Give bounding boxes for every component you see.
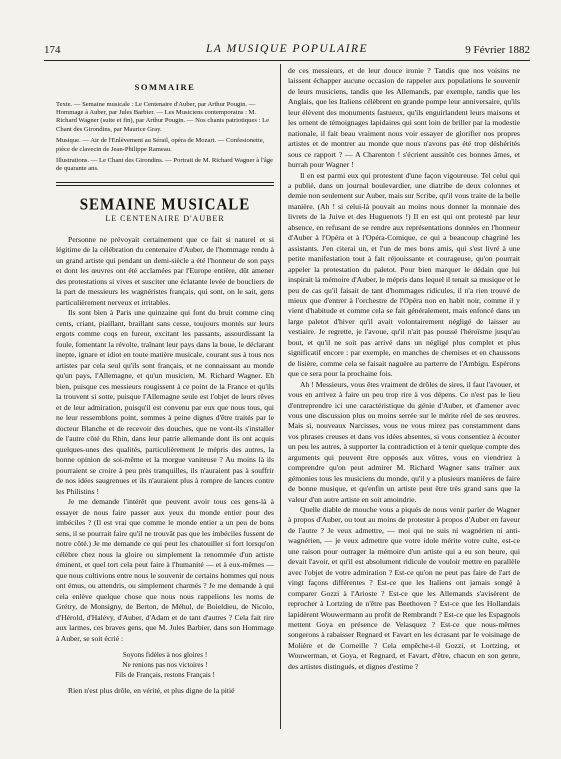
paragraph: Je me demande l'intérêt que peuvent avoir tous ces gens-là à essayer de nous faire passer aux yeux du monde entier pour des imbéciles ? (Il est vrai que comme le monde entier a un peu de bons sens, il se pourrait faire qu'il ne trouvât pas que les imbéciles fussent de notre côté.) Je me demande ce qui peut les chatouiller si fort lorsqu'on célèbre chez nous la gloire ou simplement la renommée d'un artiste éminent, et quel tort cela peut faire à l'humanité — et à eux-mêmes — que nous cultivions entre nous le souvenir de certains hommes qui nous ont émus, ou attendris, ou simplement charmés ? Je me demande à qui cela enlève quelque chose que nous nous rappelions les noms de Grétry, de Monsigny, de Berton, de Méhul, de Boieldieu, de Nicolo, d'Hérold, d'Halévy, d'Auber, d'Adam et de tant d'autres ? Cela fait rire aux larmes, ces braves gens, que M. Jules Barbier, dans son Hommage à Auber, se soit écrié : bbox=[56, 497, 274, 643]
column-divider bbox=[280, 64, 281, 729]
paragraph: de ces messieurs, et de leur douce ironie ? Tandis que nos voisins ne laissent échapper aucune occasion de rappeler aux populations le souvenir de leurs musiciens, tandis que les Allemands, par exemple, tandis que les Anglais, que les Italiens célèbrent en grande pompe leur anniversaire, qu'ils leur élèvent des monuments fastueux, qu'ils enguirlandent leurs maisons et les ornent de témoignages lapidaires qui sont loin de briller par la modestie nationale, il fait beau vraiment nous voir essayer de glorifier nos propres artistes et de montrer au monde que nous n'avons pas été trop déshérités sous ce rapport ? — A Charenton ! s'écrient aussitôt ces bonnes âmes, et hurrah pour Wagner ! bbox=[288, 66, 520, 170]
paragraph: Il en est parmi eux qui protestent d'une façon vigoureuse. Tel celui qui a publié, dans un journal boulevardier, une diatribe de deux colonnes et demie non seulement sur Auber, mais sur Scribe, qu'il vous traite de la belle manière. (Ah ! si celui-là pouvait au moins nous donner la monnaie des livrets de la Juive et des Huguenots !) Il en est qui ont protesté par leur absence, en refusant de se rendre aux représentations données en l'honneur d'Auber à l'Opéra et à l'Opéra-Comique, ce qui a beaucoup chagriné les assistants. J'en citerai un, et l'un de mes bons amis, qui s'est livré à une petite manifestation tout à fait réjouissante et courageuse, qu'on pourrait appeler la protestation du paletot. Pour bien marquer le dédain que lui inspirait la mémoire d'Auber, le mépris dans lequel il tenait sa musique et le peu de cas qu'il faisait de tant d'hommages ridicules, il n'a rien trouvé de mieux que d'entrer à l'orchestre de l'Opéra non en habit noir, comme il y vient d'habitude et comme cela se fait généralement, mais enfoncé dans un large paletot d'hiver qu'il avait volontairement négligé de laisser au vestiaire. Je regrette, je l'avoue, qu'il n'ait pas poussé l'héroïsme jusqu'au bout, et qu'il ne soit pas arrivé dans un négligé plus complet et plus significatif encore : par exemple, en manches de chemises et en chaussons de lisière, comme cela se faisait naguère au parterre de l'Ambigu. Espérons que ce sera pour la prochaine fois. bbox=[288, 170, 520, 379]
article-subtitle: LE CENTENAIRE D'AUBER bbox=[105, 214, 225, 224]
paragraph: Ah ! Messieurs, vous êtes vraiment de drôles de sires, il faut l'avouer, et vous en arrivez à faire un peu trop rire à vos dépens. Ce n'est pas le lieu d'entreprendre ici une caractéristique du génie d'Auber, et d'amener avec vous une discussion plus ou moins serrée sur le mérite réel de ses œuvres. Mais si, nouveaux Narcisses, vous ne vous mirez pas constamment dans vos phrases creuses et dans vos idées absentes, si vous consentiez à écouter un peu les autres, à supporter la contradiction et à tenir quelque compte des arguments qui peuvent être opposés aux vôtres, vous en viendriez à comprendre qu'on peut admirer M. Richard Wagner sans traîner aux gémonies tous les musiciens du monde, qu'il y a plusieurs manières de faire de bonne musique, et qu'enfin un artiste peut être très grand sans que la valeur d'un autre artiste en soit amoindrie. bbox=[288, 379, 520, 504]
paragraph: Personne ne prévoyait certainement que ce fait si naturel et si légitime de la célébration du centenaire d'Auber, de l'hommage rendu à un grand artiste qui pendant un demi-siècle a été l'honneur de son pays et dont les œuvres ont été acclamées par l'Europe entière, dût amener des protestations si vives et susciter une éclatante levée de boucliers de la part de messieurs les wagnéristes français, qui sont, on le sait, gens particulièrement nerveux et irritables. bbox=[56, 234, 274, 307]
poem-line: Fils de Français, restons Français ! bbox=[115, 671, 215, 680]
sommaire-title: SOMMAIRE bbox=[134, 82, 196, 92]
left-column bbox=[56, 66, 274, 697]
article-title: SEMAINE MUSICALE bbox=[79, 195, 251, 214]
sommaire-musique: Musique. — Air de l'Enlèvement au Sérail, opéra de Mozart. — Confesionette, pièce de clavecin de Jean-Philippe Rameau. bbox=[56, 137, 265, 153]
paragraph: Quelle diable de mouche vous a piqués de nous venir parler de Wagner à propos d'Auber, ou tout au moins de protester à propos d'Auber en faveur de l'autre ? Je veux admettre, — moi qui ne suis ni wagnérien ni anti-wagnérien, — je veux admettre que votre idole mérite votre culte, est-ce une raison pour outrager la mémoire d'un artiste qui a eu son heure, qui devait l'avoir, et qu'il est absolument ridicule de vouloir mettre en parallèle avec l'objet de votre admiration ? Est-ce qu'on ne peut pas faire de l'art de vingt façons différentes ? Est-ce que les Italiens ont jamais songé à comparer Gozzi à l'Arioste ? Est-ce que les Allemands s'avisèrent de reprocher à Lortzing de n'être pas Beethoven ? Est-ce que les Hollandais lapidèrent Wouwermann au profit de Rembrandt ? Est-ce que les Espagnols mettent Goya en présence de Velasquez ? Est-ce que nous-mêmes songerons à rabaisser Regnard et Favart en les écrasant par le voisinage de Molière et de Corneille ? Cela empêche-t-il Gozzi, et Lortzing, et Wouwerman, et Goya, et Regnard, et Favart, d'être, chacun en son genre, des artistes distingués, et dignes d'estime ? bbox=[288, 505, 520, 671]
paragraph: Rien n'est plus drôle, en vérité, et plus digne de la pitié bbox=[68, 686, 235, 696]
section-divider bbox=[56, 182, 274, 186]
poem-line: Ne renions pas nos victoires ! bbox=[122, 661, 208, 670]
page-number: 174 bbox=[44, 44, 61, 56]
issue-date: 9 Février 1882 bbox=[465, 44, 530, 56]
poem-line: Soyons fidèles à nos gloires ! bbox=[122, 651, 208, 660]
paragraph: Ils sont bien à Paris une quinzaine qui font du bruit comme cinq cents, criant, piaillant, braillant sans cesse, toujours montés sur leurs ergots comme coqs en fureur, excitant les passants, assourdissant la foule, fomentant la révolte, traînant leur pays dans la boue, le déclarant inepte, ignare et idiot en toute matière musicale, courant sus à tous nos artistes par cela seul qu'ils sont français, et ne connaissant au monde qu'un pays, l'Allemagne, et qu'un musicien, M. Richard Wagner. Eh bien, puisque ces messieurs rougissent à ce point de la France et qu'ils la trouvent si sotte, puisque l'Allemagne seule est l'objet de leurs rêves et de leur admiration, puisqu'il est convenu par eux que nous tous, qui ne leur ressemblons point, sommes à peine dignes d'être traités par le docteur Blanche et de recevoir des douches, que ne vont-ils s'installer de l'autre côté du Rhin, dans leur patrie allemande dont ils ont acquis quelques-unes des qualités, particulièrement le mépris des autres, la bonne opinion de soi-même et la morgue vaniteuse ? Au moins là ils pourraient se croire à peu près tranquilles, ils n'auraient pas à souffrir de nos idées saugrenues et ils n'auraient plus à rompre de lances contre les Philistins ! bbox=[56, 308, 274, 496]
poem bbox=[56, 650, 274, 680]
sommaire-illustrations: Illustrations. — Le Chant des Girondins. — Portrait de M. Richard Wagner à l'âge de quarante ans. bbox=[56, 156, 273, 173]
sommaire-texte: Texte. — Semaine musicale : Le Centenaire d'Auber, par Arthur Pougin. — Hommage à Auber, par Jules Barbier. — Les Musiciens contemporains : M. Richard Wagner (suite et fin), par Arthur Pougin. — Nos chants patriotiques : Le Chant des Girondins, par Maurice Gray. bbox=[56, 100, 270, 133]
journal-title: LA MUSIQUE POPULAIRE bbox=[205, 43, 369, 55]
right-column bbox=[288, 66, 520, 672]
page-header bbox=[44, 40, 530, 61]
